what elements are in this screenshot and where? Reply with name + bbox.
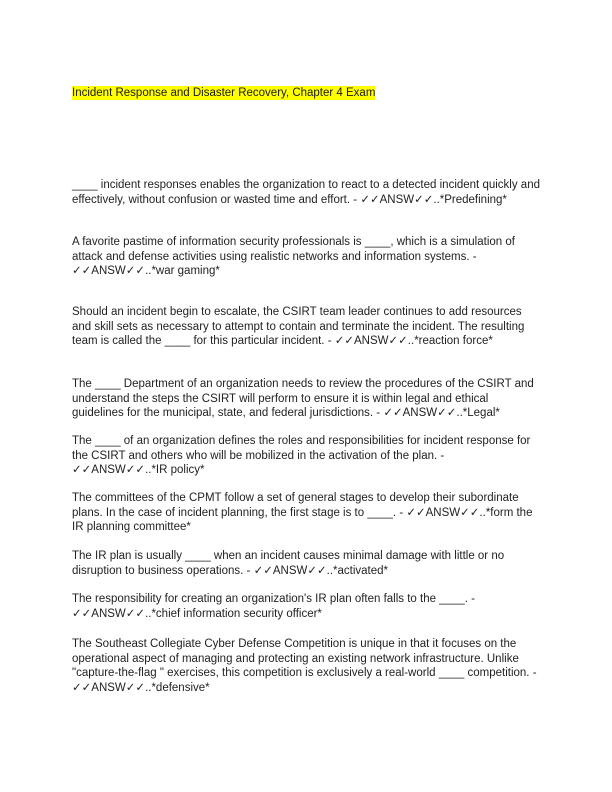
- answer-label: ANSW: [354, 335, 389, 347]
- answer-separator: -: [373, 407, 384, 419]
- document-title: Incident Response and Disaster Recovery, Chapter 4 Exam: [72, 87, 376, 99]
- question-text: Should an incident begin to escalate, the CSIRT team leader continues to add resources and skill sets as necessary to attempt to contain and terminate the incident. The resulting team is called the ____ for this particular incident.: [72, 306, 525, 347]
- answer-separator: -: [469, 250, 477, 263]
- checkmark-icon: ✓✓: [460, 506, 480, 519]
- checkmark-icon: ✓✓: [437, 407, 457, 419]
- qa-item-3: [72, 305, 540, 349]
- checkmark-icon: ✓✓: [125, 464, 146, 476]
- checkmark-icon: ✓✓: [388, 335, 408, 347]
- answer-text: *activated*: [333, 564, 388, 577]
- answer-text: *war gaming*: [151, 265, 220, 277]
- checkmark-icon: ✓✓: [72, 607, 92, 620]
- question-text: ____ incident responses enables the organization to react to a detected incident quickly and effectively, without confusion or wasted time and effort.: [72, 179, 540, 206]
- answer-dots: ..: [456, 407, 463, 419]
- answer-dots: ..: [145, 265, 152, 277]
- answer-dots: ..: [433, 193, 440, 206]
- checkmark-icon: ✓✓: [406, 506, 426, 519]
- question-text: The committees of the CPMT follow a set of general stages to develop their subordinate plans. In the case of incident planning, the first stage is to ____.: [72, 492, 519, 519]
- answer-dots: ..: [479, 506, 486, 519]
- answer-separator: -: [396, 506, 407, 519]
- checkmark-icon: ✓✓: [414, 193, 434, 206]
- question-text: A favorite pastime of information security professionals is ____, which is a simulation of attack and defense activities using realistic networks and information systems.: [72, 236, 515, 263]
- qa-item-1: [72, 178, 540, 207]
- checkmark-icon: ✓✓: [125, 607, 146, 620]
- qa-item-4: [72, 377, 540, 421]
- checkmark-icon: ✓✓: [72, 464, 92, 476]
- answer-separator: -: [324, 335, 335, 347]
- answer-label: ANSW: [91, 464, 126, 476]
- qa-item-5: [72, 434, 540, 478]
- qa-item-6: [72, 491, 540, 535]
- checkmark-icon: ✓✓: [253, 564, 273, 577]
- answer-text: *Predefining*: [439, 193, 507, 206]
- answer-separator: -: [243, 564, 254, 577]
- answer-separator: -: [467, 593, 476, 605]
- checkmark-icon: ✓✓: [125, 265, 146, 277]
- answer-label: ANSW: [425, 506, 461, 519]
- answer-text: *IR policy*: [151, 464, 205, 476]
- question-text: The ____ Department of an organization needs to review the procedures of the CSIRT and understand the steps the CSIRT will perform to ensure it is within legal and ethical guidelines for the municipal, state, and federal jurisdictions.: [72, 378, 534, 419]
- answer-label: ANSW: [402, 407, 438, 419]
- answer-text: *chief information security officer*: [151, 607, 322, 620]
- answer-text: *Legal*: [462, 407, 500, 419]
- checkmark-icon: ✓✓: [360, 193, 380, 206]
- checkmark-icon: ✓✓: [307, 564, 327, 577]
- answer-dots: ..: [145, 681, 152, 694]
- qa-item-2: [72, 235, 540, 279]
- answer-dots: ..: [326, 564, 334, 577]
- answer-separator: -: [437, 449, 445, 462]
- question-text: The Southeast Collegiate Cyber Defense Competition is unique in that it focuses on the operational aspect of managing and protecting an existing network infrastructure. Unlike "capture-the-flag " exercises, this competition is exclusively a real-world ____ competition.: [72, 638, 530, 679]
- answer-label: ANSW: [379, 193, 415, 206]
- answer-label: ANSW: [91, 607, 126, 620]
- answer-dots: ..: [407, 335, 415, 347]
- answer-text: *defensive*: [151, 681, 210, 694]
- checkmark-icon: ✓✓: [383, 407, 403, 419]
- answer-separator: -: [350, 193, 361, 206]
- answer-dots: ..: [145, 464, 152, 476]
- answer-text: *form the IR planning committee*: [72, 506, 533, 533]
- answer-label: ANSW: [91, 681, 126, 694]
- qa-item-8: [72, 592, 540, 621]
- answer-label: ANSW: [272, 564, 308, 577]
- checkmark-icon: ✓✓: [334, 335, 355, 347]
- qa-item-9: [72, 637, 540, 695]
- question-text: The IR plan is usually ____ when an incident causes minimal damage with little or no disruption to business operations.: [72, 550, 505, 577]
- answer-dots: ..: [145, 607, 152, 620]
- question-text: The ____ of an organization defines the roles and responsibilities for incident response for the CSIRT and others who will be mobilized in the activation of the plan.: [72, 435, 531, 462]
- answer-text: *reaction force*: [414, 335, 493, 347]
- question-text: The responsibility for creating an organization's IR plan often falls to the ____.: [72, 593, 468, 605]
- answer-label: ANSW: [91, 265, 126, 277]
- qa-item-7: [72, 549, 540, 578]
- answer-separator: -: [529, 667, 537, 679]
- checkmark-icon: ✓✓: [72, 265, 92, 277]
- checkmark-icon: ✓✓: [125, 681, 146, 694]
- checkmark-icon: ✓✓: [72, 681, 92, 694]
